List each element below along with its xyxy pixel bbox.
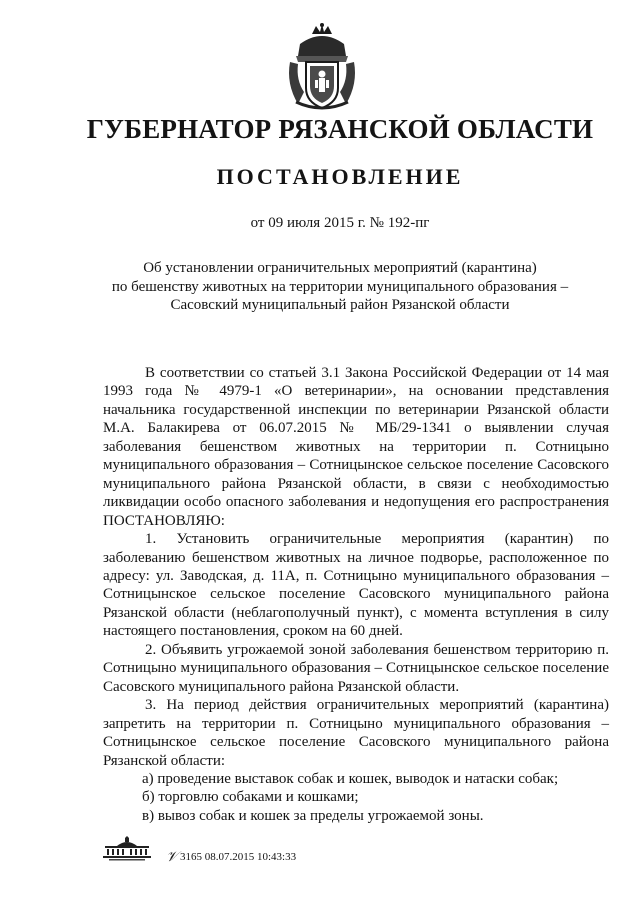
- subject-line: Об установлении ограничительных мероприятий (карантина): [143, 260, 537, 276]
- registration-stamp: 3165 08.07.2015 10:43:33: [180, 851, 297, 863]
- preamble-paragraph: В соответствии со статьей 3.1 Закона Российской Федерации от 14 мая 1993 года № 4979-1 «О ветеринарии», на основании представления начальника государственной инспекции по ветеринарии Рязанской области М.А. Балакирева от 06.07.2015 № МБ/29-1341 о выявлении случая заболевания бешенством животных на территории п. Сотницыно муниципального образования – Сотницынское сельское поселение Сасовского муниципального района Рязанской области, в связи с необходимостью ликвидации особо опасного заболевания и недопущения его распространения ПОСТАНОВЛЯЮ:: [103, 365, 609, 529]
- coat-of-arms-icon: [286, 22, 358, 110]
- registration-footer: [103, 836, 503, 866]
- issuer-title: ГУБЕРНАТОР РЯЗАНСКОЙ ОБЛАСТИ: [86, 114, 594, 144]
- subject-line: по бешенству животных на территории муниципального образования –: [111, 278, 569, 295]
- document-icon: 𝒱: [166, 849, 178, 865]
- clause-1: 1. Установить ограничительные мероприятия (карантин) по заболеванию бешенством животных на личное подворье, расположенное по адресу: ул. Заводская, д. 11А, п. Сотницыно муниципального образования – Сотницынское сельское поселение Сасовского муниципального района Рязанской области (неблагополучный пункт), с момента вступления в силу настоящего постановления, сроком на 60 дней.: [103, 531, 609, 640]
- document-body: [103, 364, 609, 825]
- clause-3-item-b: б) торговлю собаками и кошками;: [142, 789, 359, 806]
- government-building-logo-icon: [103, 836, 151, 862]
- clause-3: 3. На период действия ограничительных мероприятий (карантина) запретить на территории п. Сотницыно муниципального образования – Сотницынское сельское поселение Сасовского муниципального района Рязанской области:: [103, 697, 609, 769]
- clause-2: 2. Объявить угрожаемой зоной заболевания бешенством территорию п. Сотницыно муниципального образования – Сотницынское сельское поселение Сасовского муниципального района Рязанской области.: [103, 641, 609, 695]
- clause-3-item-a: а) проведение выставок собак и кошек, выводок и натаски собак;: [142, 770, 559, 787]
- document-type: ПОСТАНОВЛЕНИЕ: [216, 164, 464, 189]
- date-and-number: от 09 июля 2015 г. № 192-пг: [250, 215, 430, 231]
- document-subject: [80, 259, 600, 315]
- clause-3-item-c: в) вывоз собак и кошек за пределы угрожаемой зоны.: [142, 807, 484, 824]
- subject-line: Сасовский муниципальный район Рязанской области: [170, 297, 510, 313]
